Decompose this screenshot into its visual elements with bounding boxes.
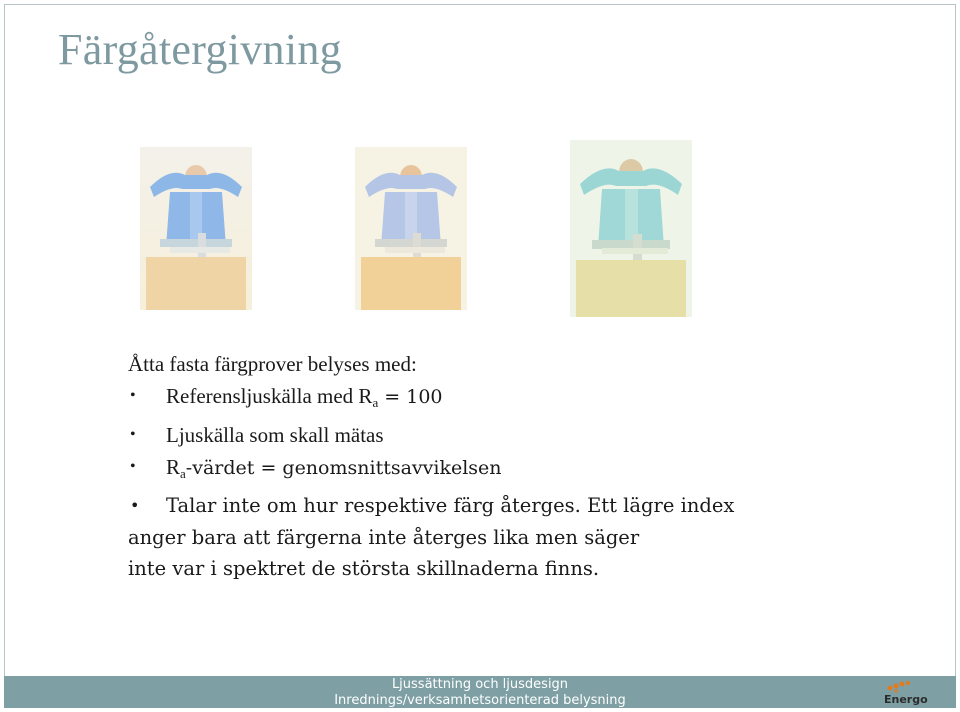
photo-reference — [140, 147, 252, 310]
footer-line-2: Inrednings/verksamhetsorienterad belysning — [334, 693, 626, 708]
slide-body — [128, 348, 828, 584]
bullet-text: Ljuskälla som skall mätas — [166, 423, 384, 447]
bullet-item — [128, 451, 828, 490]
subscript: a — [180, 466, 186, 481]
bullet-text: R — [166, 455, 181, 479]
continuation-line: inte var i spektret de största skillnaderna finns. — [128, 557, 600, 580]
bullet-text: Talar inte om hur respektive färg återges. Ett lägre index — [166, 494, 735, 517]
bullet-text-suffix: = 100 — [378, 386, 443, 408]
subscript: a — [372, 395, 379, 410]
photo-test-green — [570, 140, 692, 317]
bullet-text-suffix: -värdet = genomsnittsavvikelsen — [185, 457, 502, 479]
footer-line-1: Ljussättning och ljusdesign — [391, 677, 569, 692]
continuation-line: anger bara att färgerna inte återges lika men säger — [128, 526, 640, 549]
logo-text: Energo — [884, 693, 928, 706]
footer-bar — [4, 676, 956, 708]
energo-logo — [882, 678, 932, 708]
intro-text: Åtta fasta färgprover belyses med: — [128, 352, 417, 376]
slide-title: Färgåtergivning — [58, 25, 342, 74]
logo-mark-icon — [882, 678, 932, 694]
bullet-text: Referensljuskälla med R — [166, 384, 373, 408]
bullet-item — [128, 490, 828, 522]
bullet-item — [128, 419, 828, 451]
continuation-text — [128, 522, 828, 584]
photo-test — [355, 147, 467, 310]
bullet-item — [128, 380, 828, 419]
bullet-list — [128, 380, 828, 522]
